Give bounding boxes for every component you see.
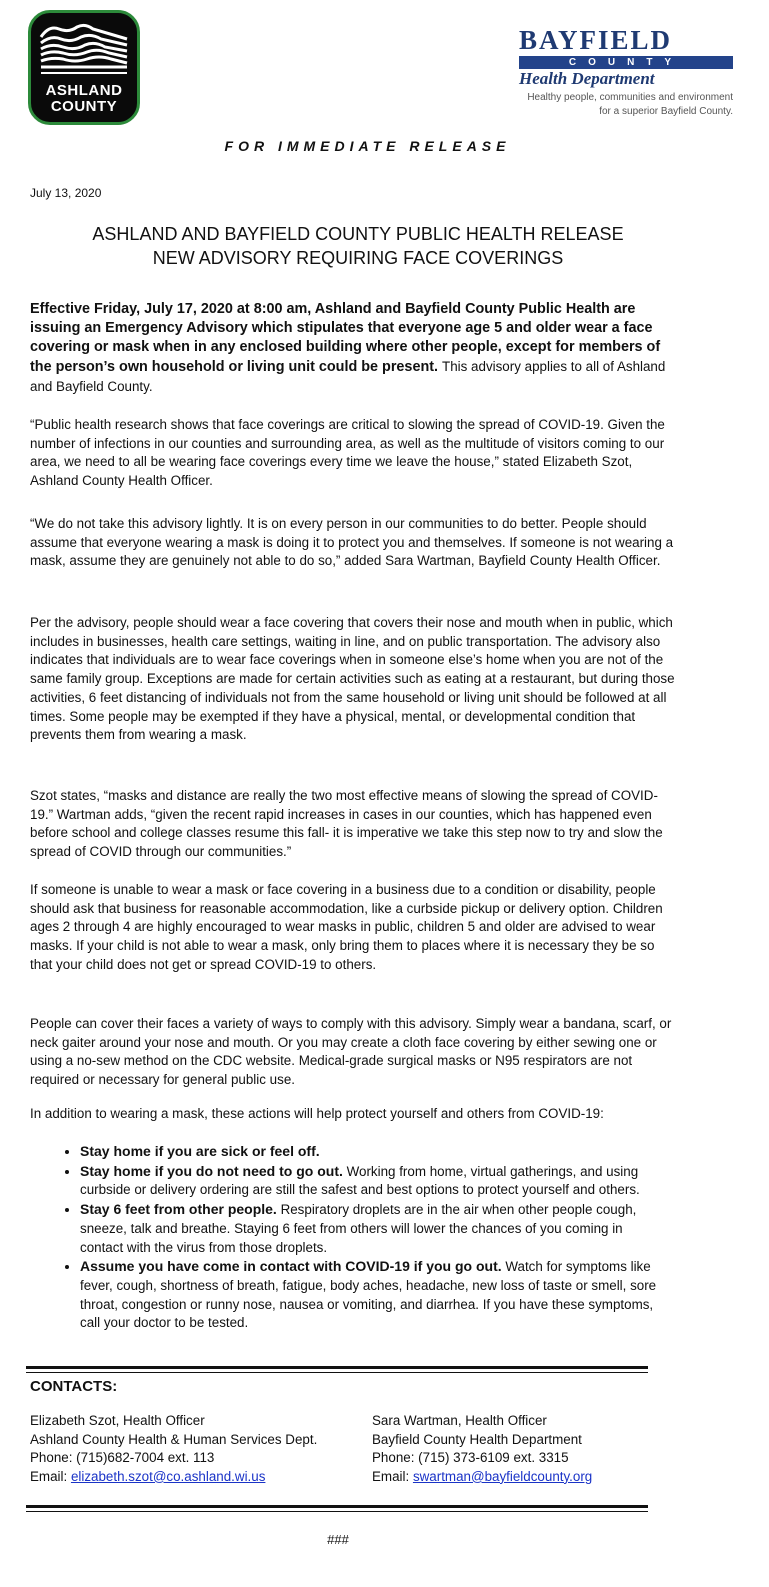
bayfield-county-logo [519,26,733,119]
paragraph-actions-intro: In addition to wearing a mask, these actions will help protect yourself and others from COVID-19: [30,1106,604,1121]
email-label: Email: [372,1468,413,1484]
action-text: Respiratory droplets are in the air when other people cough, sneeze, talk and breathe. Staying 6 feet from others will lower the chances of you coming in contact with the virus from those droplets. [80,1202,637,1255]
paragraph-face-covering-options: People can cover their faces a variety of ways to comply with this advisory. Simply wear a bandana, scarf, or neck gaiter around your nose and mouth. Or you may create a cloth face covering by either sewing one or using a no-sew method on the CDC website. Medical-grade surgical masks or N95 respirators are not required or necessary for general public use. [30,1016,672,1088]
contact-phone: Phone: (715) 373-6109 ext. 3315 [372,1450,569,1466]
action-text: Working from home, virtual gatherings, and using curbside or delivery ordering are still the safest and best options to protect yourself and others. [80,1163,640,1198]
bayfield-logo-county: COUNTY [519,56,733,69]
ashland-county-logo [28,10,140,125]
contact-org: Ashland County Health & Human Services Dept. [30,1431,318,1447]
ashland-waves-icon [39,23,129,75]
action-title: Stay home if you do not need to go out. [80,1162,343,1179]
list-item [80,1142,660,1162]
list-item [80,1200,660,1257]
intro-paragraph [30,300,680,397]
contact-name: Sara Wartman, Health Officer [372,1413,547,1428]
divider [26,1366,648,1373]
paragraph-wartman-quote: “We do not take this advisory lightly. It is on every person in our communities to do better. People should assume that everyone wearing a mask is doing it to protect you and themselves. If someone is not wearing a mask, assume they are genuinely not able to do so,” added Sara Wartman, Bayfield County Health Officer. [30,516,674,569]
contact-name: Elizabeth Szot, Health Officer [30,1413,205,1428]
paragraph-advisory-details: Per the advisory, people should wear a face covering that covers their nose and mouth when in public, which includes in businesses, health care settings, waiting in line, and on public transportation. The advisory also indicates that individuals are to wear face coverings when in someone else’s home when you are not of the same family group. Exceptions are made for certain activities such as eating at a restaurant, but during those activities, 6 feet distancing of individuals not from the same household or living unit should be followed at all times. Some people may be exempted if they have a physical, mental, or developmental condition that prevents them from wearing a mask. [30,615,675,743]
list-item [80,1162,660,1200]
headline [30,222,686,270]
release-date: July 13, 2020 [30,186,102,200]
action-title: Assume you have come in contact with COVID-19 if you go out. [80,1258,502,1275]
contact-email-row [30,1468,317,1487]
intro-bold: Effective Friday, July 17, 2020 at 8:00 am, Ashland and Bayfield County Public Health are issuing an Emergency Advisory which stipulates that everyone age 5 and older wear a face covering or mask when in any enclosed building where other people, except for members of the person’s own household or living unit could be present. [30,301,661,375]
contact-email-row [372,1468,592,1487]
paragraph-accommodation: If someone is unable to wear a mask or face covering in a business due to a condition or disability, people should ask that business for reasonable accommodation, like a curbside pickup or delivery option. Children ages 2 through 4 are highly encouraged to wear masks in public, children 5 and older are advised to wear masks. If your child is not able to wear a mask, only bring them to places where it is necessary they be so that your child does not get or spread COVID-19 to others. [30,882,663,972]
divider [26,1505,648,1512]
bayfield-logo-tagline-1: Healthy people, communities and environment [527,92,733,103]
bayfield-logo-dept: Health Department [519,69,655,88]
headline-line-2: NEW ADVISORY REQUIRING FACE COVERINGS [152,248,564,268]
email-link-wartman[interactable]: swartman@bayfieldcounty.org [412,1468,593,1484]
contact-wartman [372,1412,592,1486]
ashland-logo-line1: ASHLAND [45,82,123,99]
end-mark: ### [327,1532,349,1547]
ashland-logo-line2: COUNTY [50,98,118,115]
bayfield-logo-title: BAYFIELD [519,25,673,55]
email-link-szot[interactable]: elizabeth.szot@co.ashland.wi.us [70,1468,266,1484]
contacts-heading: CONTACTS: [30,1378,118,1395]
paragraph-szot-quote: “Public health research shows that face coverings are critical to slowing the spread of COVID-19. Given the number of infections in our counties and surrounding area, as well as the multitude of visitors coming to our area, we need to all be wearing face coverings every time we leave the house,” stated Elizabeth Szot, Ashland County Health Officer. [30,417,665,489]
contact-szot [30,1412,317,1486]
action-text: Watch for symptoms like fever, cough, shortness of breath, fatigue, body aches, headache, new loss of taste or smell, sore throat, congestion or runny nose, nausea or vomiting, and diarrhea. If you have these symptoms, call your doctor to be tested. [80,1259,657,1331]
actions-list [62,1142,660,1333]
list-item [80,1257,660,1333]
paragraph-masks-distance: Szot states, “masks and distance are really the two most effective means of slowing the spread of COVID-19.” Wartman adds, “given the recent rapid increases in cases in our counties, which has happened even before school and college classes resume this fall- it is imperative we take this step now to try and slow the spread of COVID through our communities.” [30,788,663,860]
contact-phone: Phone: (715)682-7004 ext. 113 [30,1450,215,1466]
bayfield-logo-tagline-2: for a superior Bayfield County. [599,106,733,117]
release-label: FOR IMMEDIATE RELEASE [224,138,511,154]
action-title: Stay home if you are sick or feel off. [80,1143,320,1159]
action-title: Stay 6 feet from other people. [80,1201,277,1218]
intro-rest: This advisory applies to all of Ashland and Bayfield County. [30,359,666,394]
contact-org: Bayfield County Health Department [372,1431,582,1447]
email-label: Email: [30,1468,71,1484]
headline-line-1: ASHLAND AND BAYFIELD COUNTY PUBLIC HEALTH RELEASE [92,224,624,244]
